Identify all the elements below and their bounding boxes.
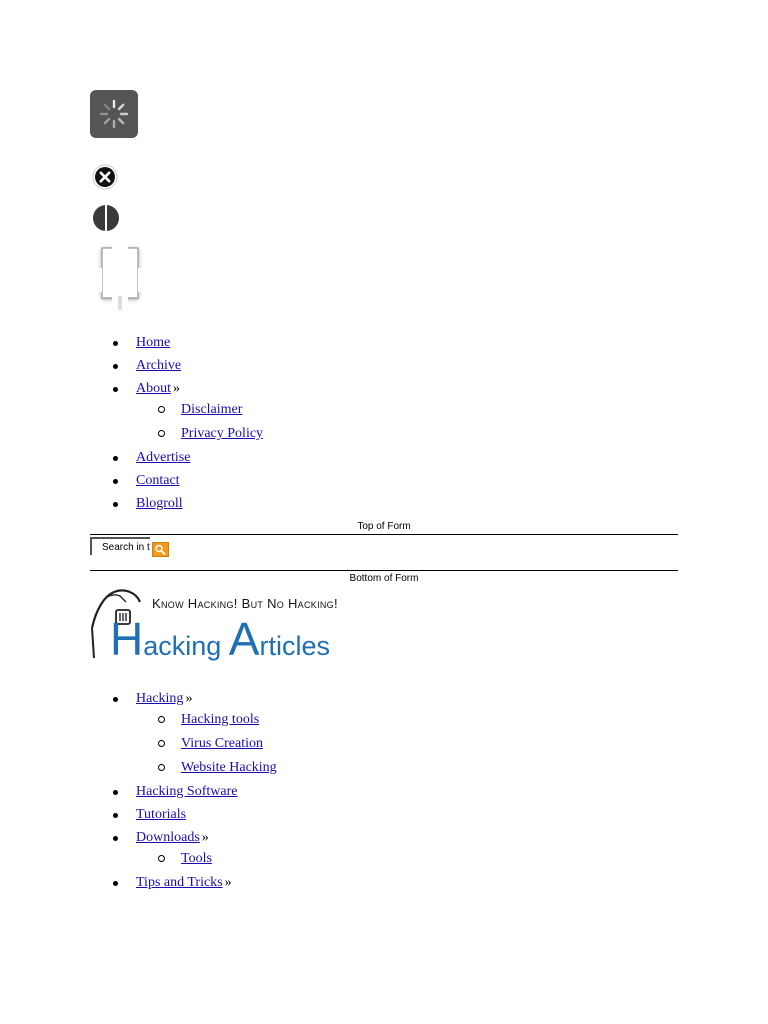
downloads-link[interactable]: Downloads: [136, 830, 200, 845]
menu-item-archive: [0, 357, 768, 380]
search-input[interactable]: [90, 537, 150, 555]
about-submenu: [136, 401, 768, 449]
blogroll-link[interactable]: Blogroll: [136, 496, 183, 511]
close-icon[interactable]: [92, 164, 118, 190]
about-link[interactable]: About: [136, 381, 171, 396]
search-button[interactable]: [152, 542, 169, 557]
frame-placeholder-icon: [92, 242, 148, 314]
menu-item-about: [0, 380, 768, 449]
menu-item-tutorials: [0, 806, 768, 829]
loading-spinner-icon: [98, 98, 130, 130]
submenu-arrow: »: [201, 830, 209, 845]
submenu-item-virus-creation: [136, 735, 768, 759]
menu-item-advertise: [0, 449, 768, 472]
privacy-policy-link[interactable]: Privacy Policy: [181, 426, 264, 441]
menu-item-hacking: [0, 690, 768, 783]
website-hacking-link[interactable]: Website Hacking: [181, 760, 277, 775]
contact-link[interactable]: Contact: [136, 473, 180, 488]
home-link[interactable]: Home: [136, 335, 171, 350]
menu-item-tips-and-tricks: [0, 874, 768, 897]
form-bottom-label: Bottom of Form: [349, 573, 419, 584]
hacking-software-link[interactable]: Hacking Software: [136, 784, 238, 799]
loading-spinner: [90, 90, 138, 138]
logo-word-rticles: rticles: [259, 631, 330, 661]
submenu-item-website-hacking: [136, 759, 768, 783]
menu-item-home: [0, 334, 768, 357]
disclaimer-link[interactable]: Disclaimer: [181, 402, 243, 417]
form-bottom-divider: [90, 570, 678, 571]
submenu-item-tools: [136, 850, 768, 874]
virus-creation-link[interactable]: Virus Creation: [181, 736, 263, 751]
submenu-item-hacking-tools: [136, 711, 768, 735]
archive-link[interactable]: Archive: [136, 358, 182, 373]
downloads-submenu: [136, 850, 768, 874]
advertise-link[interactable]: Advertise: [136, 450, 191, 465]
site-logo[interactable]: [90, 588, 390, 664]
half-circle-icon[interactable]: [92, 204, 120, 232]
submenu-item-privacy-policy: [136, 425, 768, 449]
menu-item-downloads: [0, 829, 768, 874]
menu-item-hacking-software: [0, 783, 768, 806]
submenu-item-disclaimer: [136, 401, 768, 425]
tools-link[interactable]: Tools: [181, 851, 212, 866]
submenu-arrow: »: [173, 381, 180, 396]
category-nav-menu: [0, 690, 768, 897]
menu-item-contact: [0, 472, 768, 495]
menu-item-blogroll: [0, 495, 768, 518]
form-top-label: Top of Form: [357, 521, 411, 532]
form-top-divider: [90, 534, 678, 535]
hacking-link[interactable]: Hacking: [136, 691, 184, 706]
tutorials-link[interactable]: Tutorials: [136, 807, 187, 822]
logo-tagline: Know Hacking! But No Hacking!: [152, 596, 338, 611]
tips-and-tricks-link[interactable]: Tips and Tricks: [136, 875, 223, 890]
hacking-tools-link[interactable]: Hacking tools: [181, 712, 260, 727]
logo-title: [110, 613, 330, 665]
logo-word-acking: acking: [143, 631, 229, 661]
hacking-submenu: [136, 711, 768, 783]
logo-letter-a: A: [228, 613, 260, 665]
submenu-arrow: »: [224, 875, 232, 890]
submenu-arrow: »: [185, 691, 193, 706]
logo-letter-h: H: [110, 613, 144, 665]
top-nav-menu: [0, 334, 768, 518]
magnifier-icon: [153, 543, 168, 556]
